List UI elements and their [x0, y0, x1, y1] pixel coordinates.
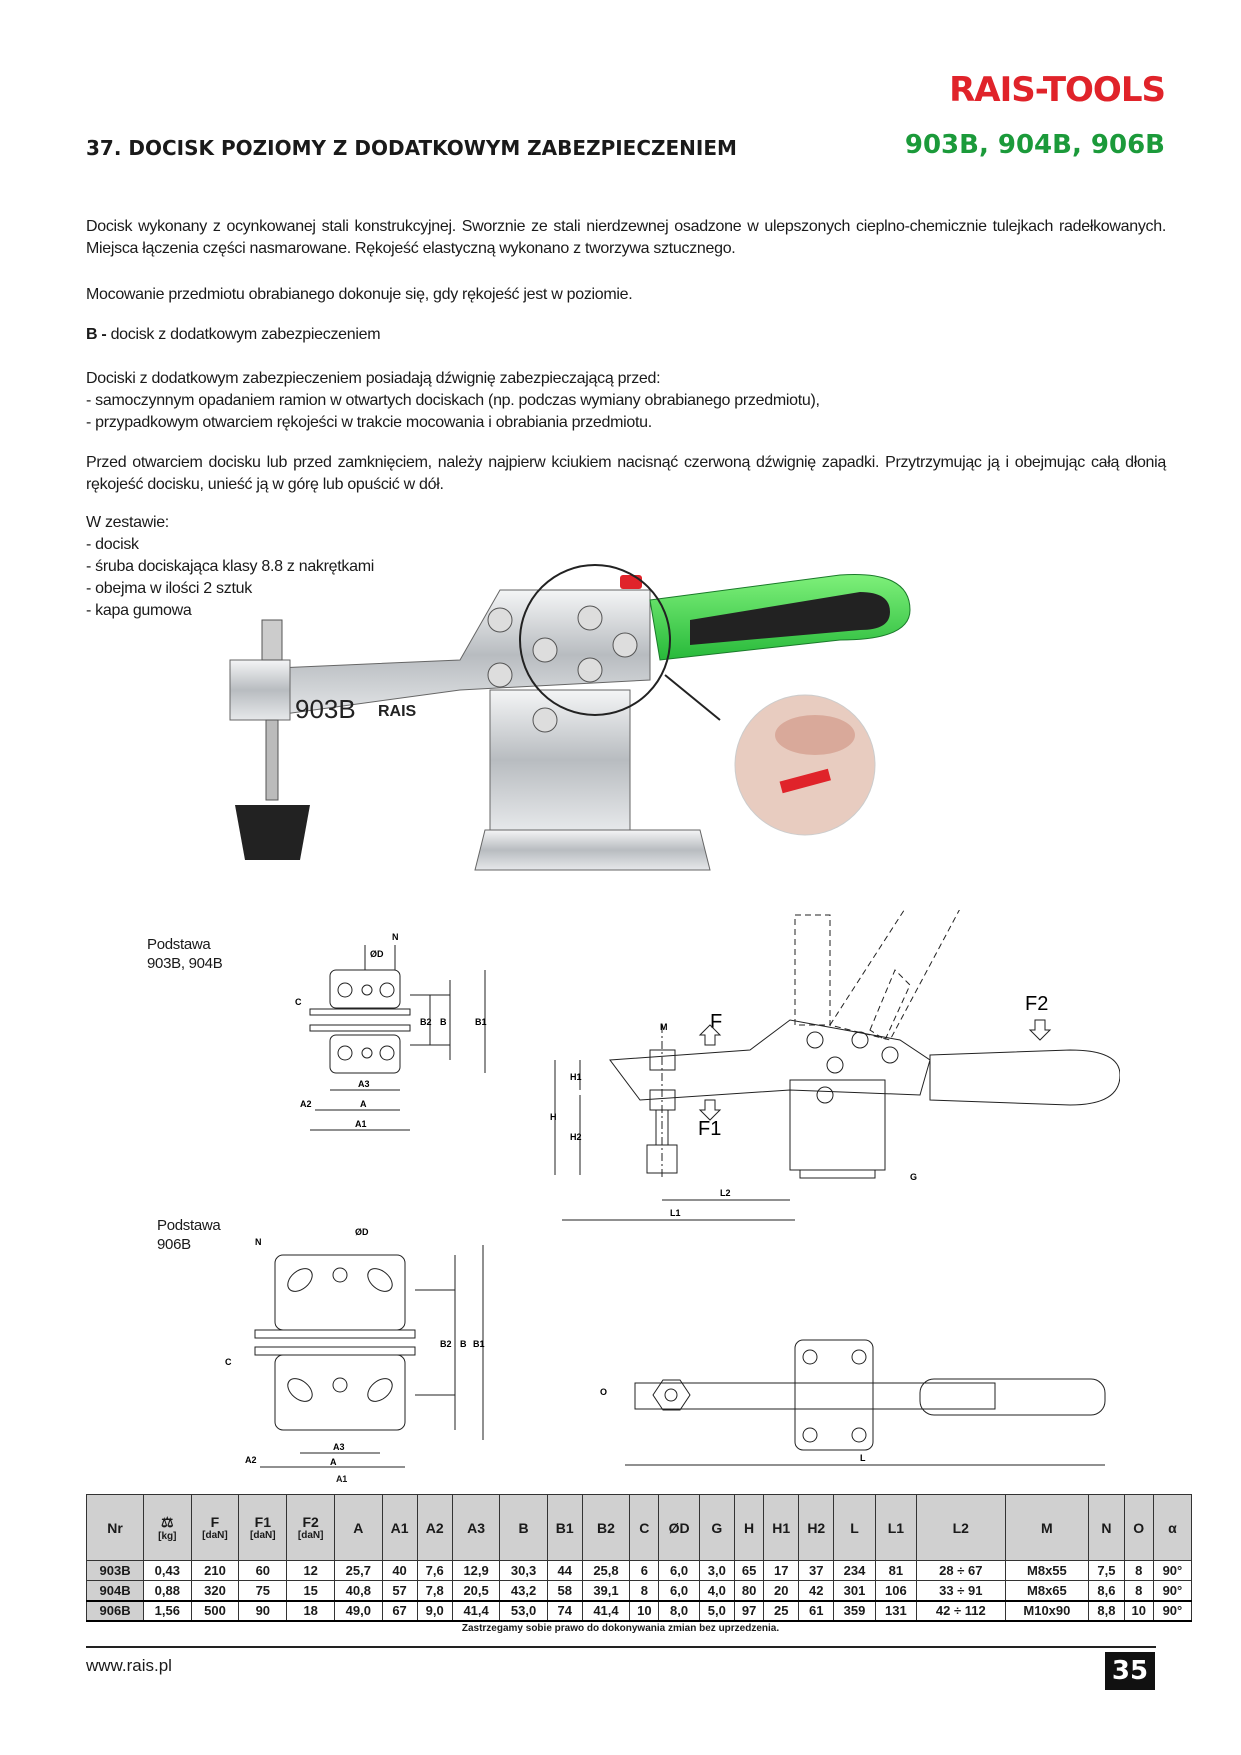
table-cell: M10x90 [1005, 1601, 1089, 1621]
column-header-label: B1 [555, 1519, 574, 1536]
table-cell: 8 [1124, 1561, 1153, 1581]
dim-A3-906: A3 [333, 1442, 345, 1452]
dim-B: B [440, 1017, 447, 1027]
column-header [1153, 1495, 1191, 1561]
column-header-label: H2 [807, 1519, 826, 1536]
base1-label [147, 935, 222, 973]
column-header-label: B2 [597, 1519, 615, 1536]
table-cell: 7,5 [1089, 1561, 1124, 1581]
dim-A: A [360, 1099, 367, 1109]
table-cell: 7,6 [417, 1561, 452, 1581]
table-cell: 8,0 [659, 1601, 699, 1621]
brand-logo: RAIS-TOOLS [949, 70, 1165, 110]
operation-paragraph: Przed otwarciem docisku lub przed zamknięciem, należy najpierw kciukiem nacisnąć czerwoną dźwignię zapadki. Przytrzymując ją i obejmując całą dłonią rękojeść docisku, unieść ją w górę lub opuścić w dół. [86, 454, 1166, 493]
table-cell: 6 [630, 1561, 659, 1581]
table-cell: 301 [834, 1581, 875, 1601]
table-cell: 33 ÷ 91 [917, 1581, 1005, 1601]
dim-B-906: B [460, 1339, 467, 1349]
column-header [917, 1495, 1005, 1561]
table-cell: 8 [630, 1581, 659, 1601]
table-cell: 20,5 [452, 1581, 499, 1601]
table-cell: 5,0 [699, 1601, 734, 1621]
table-cell: 8 [1124, 1581, 1153, 1601]
column-header [659, 1495, 699, 1561]
base2-label-line: 906B [157, 1236, 191, 1253]
page-number: 35 [1105, 1652, 1155, 1690]
table-row [87, 1561, 1192, 1581]
table-cell: 8,8 [1089, 1601, 1124, 1621]
force-F1: F1 [698, 1118, 722, 1140]
table-cell: 25,7 [335, 1561, 382, 1581]
dim-M: M [660, 1022, 668, 1032]
base1-label-line: Podstawa [147, 936, 211, 953]
table-cell: 904B [87, 1581, 144, 1601]
column-header-unit: [daN] [202, 1530, 228, 1541]
table-cell: 90° [1153, 1601, 1191, 1621]
dim-H: H [550, 1112, 557, 1122]
column-header-label: A [353, 1519, 364, 1536]
force-F: F [710, 1011, 723, 1033]
dim-B1: B1 [475, 1017, 487, 1027]
table-cell: 81 [875, 1561, 916, 1581]
table-cell: 57 [382, 1581, 417, 1601]
column-header-label: Nr [107, 1519, 123, 1536]
column-header [1124, 1495, 1153, 1561]
dim-L: L [860, 1453, 866, 1463]
table-header-row [87, 1495, 1192, 1561]
column-header [547, 1495, 582, 1561]
photo-stamp: 903B [295, 694, 356, 724]
table-cell: 80 [734, 1581, 763, 1601]
table-cell: 0,88 [144, 1581, 191, 1601]
dim-L2: L2 [720, 1188, 731, 1198]
disclaimer: Zastrzegamy sobie prawo do dokonywania zmian bez uprzedzenia. [461, 1623, 780, 1634]
column-header-label: G [711, 1519, 723, 1536]
table-cell: 25 [764, 1601, 799, 1621]
table-cell: 3,0 [699, 1561, 734, 1581]
column-header-label: B [518, 1519, 529, 1536]
website-link[interactable]: www.rais.pl [86, 1656, 172, 1675]
table-cell: 90° [1153, 1561, 1191, 1581]
table-cell: 28 ÷ 67 [917, 1561, 1005, 1581]
column-header [191, 1495, 239, 1561]
table-cell: 40 [382, 1561, 417, 1581]
variant-note [86, 324, 1166, 346]
column-header-label: H1 [772, 1519, 791, 1536]
specification-table [86, 1494, 1192, 1622]
table-cell: 210 [191, 1561, 239, 1581]
column-header-label: A2 [425, 1519, 444, 1536]
page-title: 37. DOCISK POZIOMY Z DODATKOWYM ZABEZPIECZENIEM [86, 136, 737, 160]
table-cell: 10 [630, 1601, 659, 1621]
base2-drawing [215, 1225, 505, 1475]
table-cell: 37 [799, 1561, 834, 1581]
column-header [287, 1495, 335, 1561]
column-header [875, 1495, 916, 1561]
column-header-label: ⚖ [161, 1513, 174, 1530]
dim-N-906: N [255, 1237, 262, 1247]
column-header [734, 1495, 763, 1561]
dim-B2: B2 [420, 1017, 432, 1027]
column-header [582, 1495, 629, 1561]
table-cell: 42 [799, 1581, 834, 1601]
dim-A1: A1 [355, 1119, 367, 1129]
footer-rule [86, 1646, 1156, 1648]
dim-A2: A2 [300, 1099, 312, 1109]
column-header [764, 1495, 799, 1561]
table-cell: 65 [734, 1561, 763, 1581]
table-cell: 53,0 [500, 1601, 547, 1621]
dim-H2: H2 [570, 1132, 582, 1142]
kit-heading: W zestawie: [86, 514, 169, 531]
column-header-label: L1 [887, 1519, 905, 1536]
model-codes: 903B, 904B, 906B [904, 130, 1165, 160]
column-header [1005, 1495, 1089, 1561]
table-cell: 17 [764, 1561, 799, 1581]
table-cell: 43,2 [500, 1581, 547, 1601]
column-header [239, 1495, 287, 1561]
clamping-paragraph: Mocowanie przedmiotu obrabianego dokonuje się, gdy rękojeść jest w poziomie. [86, 286, 633, 303]
dim-B2-906: B2 [440, 1339, 452, 1349]
table-cell: 106 [875, 1581, 916, 1601]
table-cell: 10 [1124, 1601, 1153, 1621]
column-header [630, 1495, 659, 1561]
table-cell: 12,9 [452, 1561, 499, 1581]
dim-H1: H1 [570, 1072, 582, 1082]
dim-A-906: A [330, 1457, 337, 1467]
table-cell: 500 [191, 1601, 239, 1621]
dim-A1-906: A1 [336, 1474, 347, 1484]
table-cell: 49,0 [335, 1601, 382, 1621]
variant-label: B - [86, 326, 107, 343]
table-cell: 40,8 [335, 1581, 382, 1601]
base1-drawing [290, 925, 520, 1140]
column-header [144, 1495, 191, 1561]
column-header-unit: [daN] [250, 1530, 276, 1541]
column-header [452, 1495, 499, 1561]
dim-D-906: ØD [355, 1227, 369, 1237]
column-header-label: L [850, 1519, 859, 1536]
column-header [1089, 1495, 1124, 1561]
column-header-unit: [kg] [158, 1530, 177, 1542]
table-cell: 320 [191, 1581, 239, 1601]
table-cell: 7,8 [417, 1581, 452, 1601]
table-cell: 903B [87, 1561, 144, 1581]
table-cell: 20 [764, 1581, 799, 1601]
product-photo [220, 530, 920, 920]
table-cell: 8,6 [1089, 1581, 1124, 1601]
kit-item: - obejma w ilości 2 sztuk [86, 580, 252, 597]
table-cell: 74 [547, 1601, 582, 1621]
variant-text: docisk z dodatkowym zabezpieczeniem [106, 326, 381, 343]
dim-G: G [910, 1172, 918, 1182]
side-view-drawing [550, 910, 1120, 1260]
table-cell: 6,0 [659, 1581, 699, 1601]
column-header [699, 1495, 734, 1561]
dim-B1-906: B1 [473, 1339, 485, 1349]
base2-label [157, 1216, 220, 1254]
force-F2: F2 [1025, 993, 1049, 1015]
table-cell: 12 [287, 1561, 335, 1581]
kit-item: - śruba dociskająca klasy 8.8 z nakrętkami [86, 558, 374, 575]
safety-list [86, 368, 1166, 434]
table-cell: 61 [799, 1601, 834, 1621]
table-cell: 97 [734, 1601, 763, 1621]
table-cell: 18 [287, 1601, 335, 1621]
table-cell: 0,43 [144, 1561, 191, 1581]
dim-N: N [392, 932, 399, 942]
table-cell: 906B [87, 1601, 144, 1621]
column-header [834, 1495, 875, 1561]
column-header [417, 1495, 452, 1561]
dim-D: ØD [370, 949, 384, 959]
table-cell: 58 [547, 1581, 582, 1601]
column-header [500, 1495, 547, 1561]
table-cell: M8x65 [1005, 1581, 1089, 1601]
safety-line: Dociski z dodatkowym zabezpieczeniem posiadają dźwignię zabezpieczającą przed: [86, 370, 661, 387]
base1-label-line: 903B, 904B [147, 955, 223, 972]
column-header-label: O [1133, 1519, 1145, 1536]
table-cell: 9,0 [417, 1601, 452, 1621]
column-header-label: F1 [254, 1514, 271, 1530]
safety-line: - samoczynnym opadaniem ramion w otwartych dociskach (np. podczas wymiany obrabianego przedmiotu), [86, 392, 820, 409]
table-cell: 25,8 [582, 1561, 629, 1581]
table-cell: 41,4 [452, 1601, 499, 1621]
table-cell: 359 [834, 1601, 875, 1621]
top-view-drawing [595, 1335, 1115, 1475]
description-paragraph: Docisk wykonany z ocynkowanej stali konstrukcyjnej. Sworznie ze stali nierdzewnej osadzone w ulepszonych cieplno-chemicznie tulejkach radełkowanych. Miejsca łączenia części nasmarowane. Rękojeść elastyczną wykonano z tworzywa sztucznego. [86, 218, 1166, 257]
column-header-label: F2 [302, 1514, 319, 1530]
table-cell: 67 [382, 1601, 417, 1621]
column-header [335, 1495, 382, 1561]
table-cell: M8x55 [1005, 1561, 1089, 1581]
table-cell: 15 [287, 1581, 335, 1601]
table-cell: 1,56 [144, 1601, 191, 1621]
column-header-label: α [1168, 1519, 1177, 1536]
table-row [87, 1581, 1192, 1601]
safety-line: - przypadkowym otwarciem rękojeści w trakcie mocowania i obrabiania przedmiotu. [86, 414, 652, 431]
column-header [87, 1495, 144, 1561]
base2-label-line: Podstawa [157, 1217, 221, 1234]
table-cell: 234 [834, 1561, 875, 1581]
column-header-label: A1 [390, 1519, 409, 1536]
dim-A2-906: A2 [245, 1455, 257, 1465]
table-cell: 4,0 [699, 1581, 734, 1601]
column-header [382, 1495, 417, 1561]
column-header-label: ØD [668, 1519, 690, 1536]
column-header-label: H [744, 1519, 755, 1536]
table-cell: 30,3 [500, 1561, 547, 1581]
table-cell: 6,0 [659, 1561, 699, 1581]
column-header-label: M [1041, 1519, 1053, 1536]
column-header-label: L2 [952, 1519, 969, 1536]
dim-L1: L1 [670, 1208, 681, 1218]
table-cell: 90 [239, 1601, 287, 1621]
column-header-label: A3 [467, 1519, 486, 1536]
dim-A3: A3 [358, 1079, 370, 1089]
kit-item: - kapa gumowa [86, 602, 192, 619]
photo-maker: RAIS [378, 703, 417, 720]
table-cell: 41,4 [582, 1601, 629, 1621]
column-header-label: C [639, 1519, 650, 1536]
table-cell: 44 [547, 1561, 582, 1581]
column-header-label: F [210, 1514, 220, 1530]
dim-C-906: C [225, 1357, 232, 1367]
dim-O: O [600, 1387, 608, 1397]
table-cell: 90° [1153, 1581, 1191, 1601]
column-header [799, 1495, 834, 1561]
table-cell: 131 [875, 1601, 916, 1621]
dim-C: C [295, 997, 302, 1007]
table-cell: 39,1 [582, 1581, 629, 1601]
column-header-label: N [1101, 1519, 1112, 1536]
kit-item: - docisk [86, 536, 139, 553]
table-row [87, 1601, 1192, 1621]
table-cell: 60 [239, 1561, 287, 1581]
table-cell: 42 ÷ 112 [917, 1601, 1005, 1621]
table-cell: 75 [239, 1581, 287, 1601]
column-header-unit: [daN] [297, 1530, 324, 1541]
